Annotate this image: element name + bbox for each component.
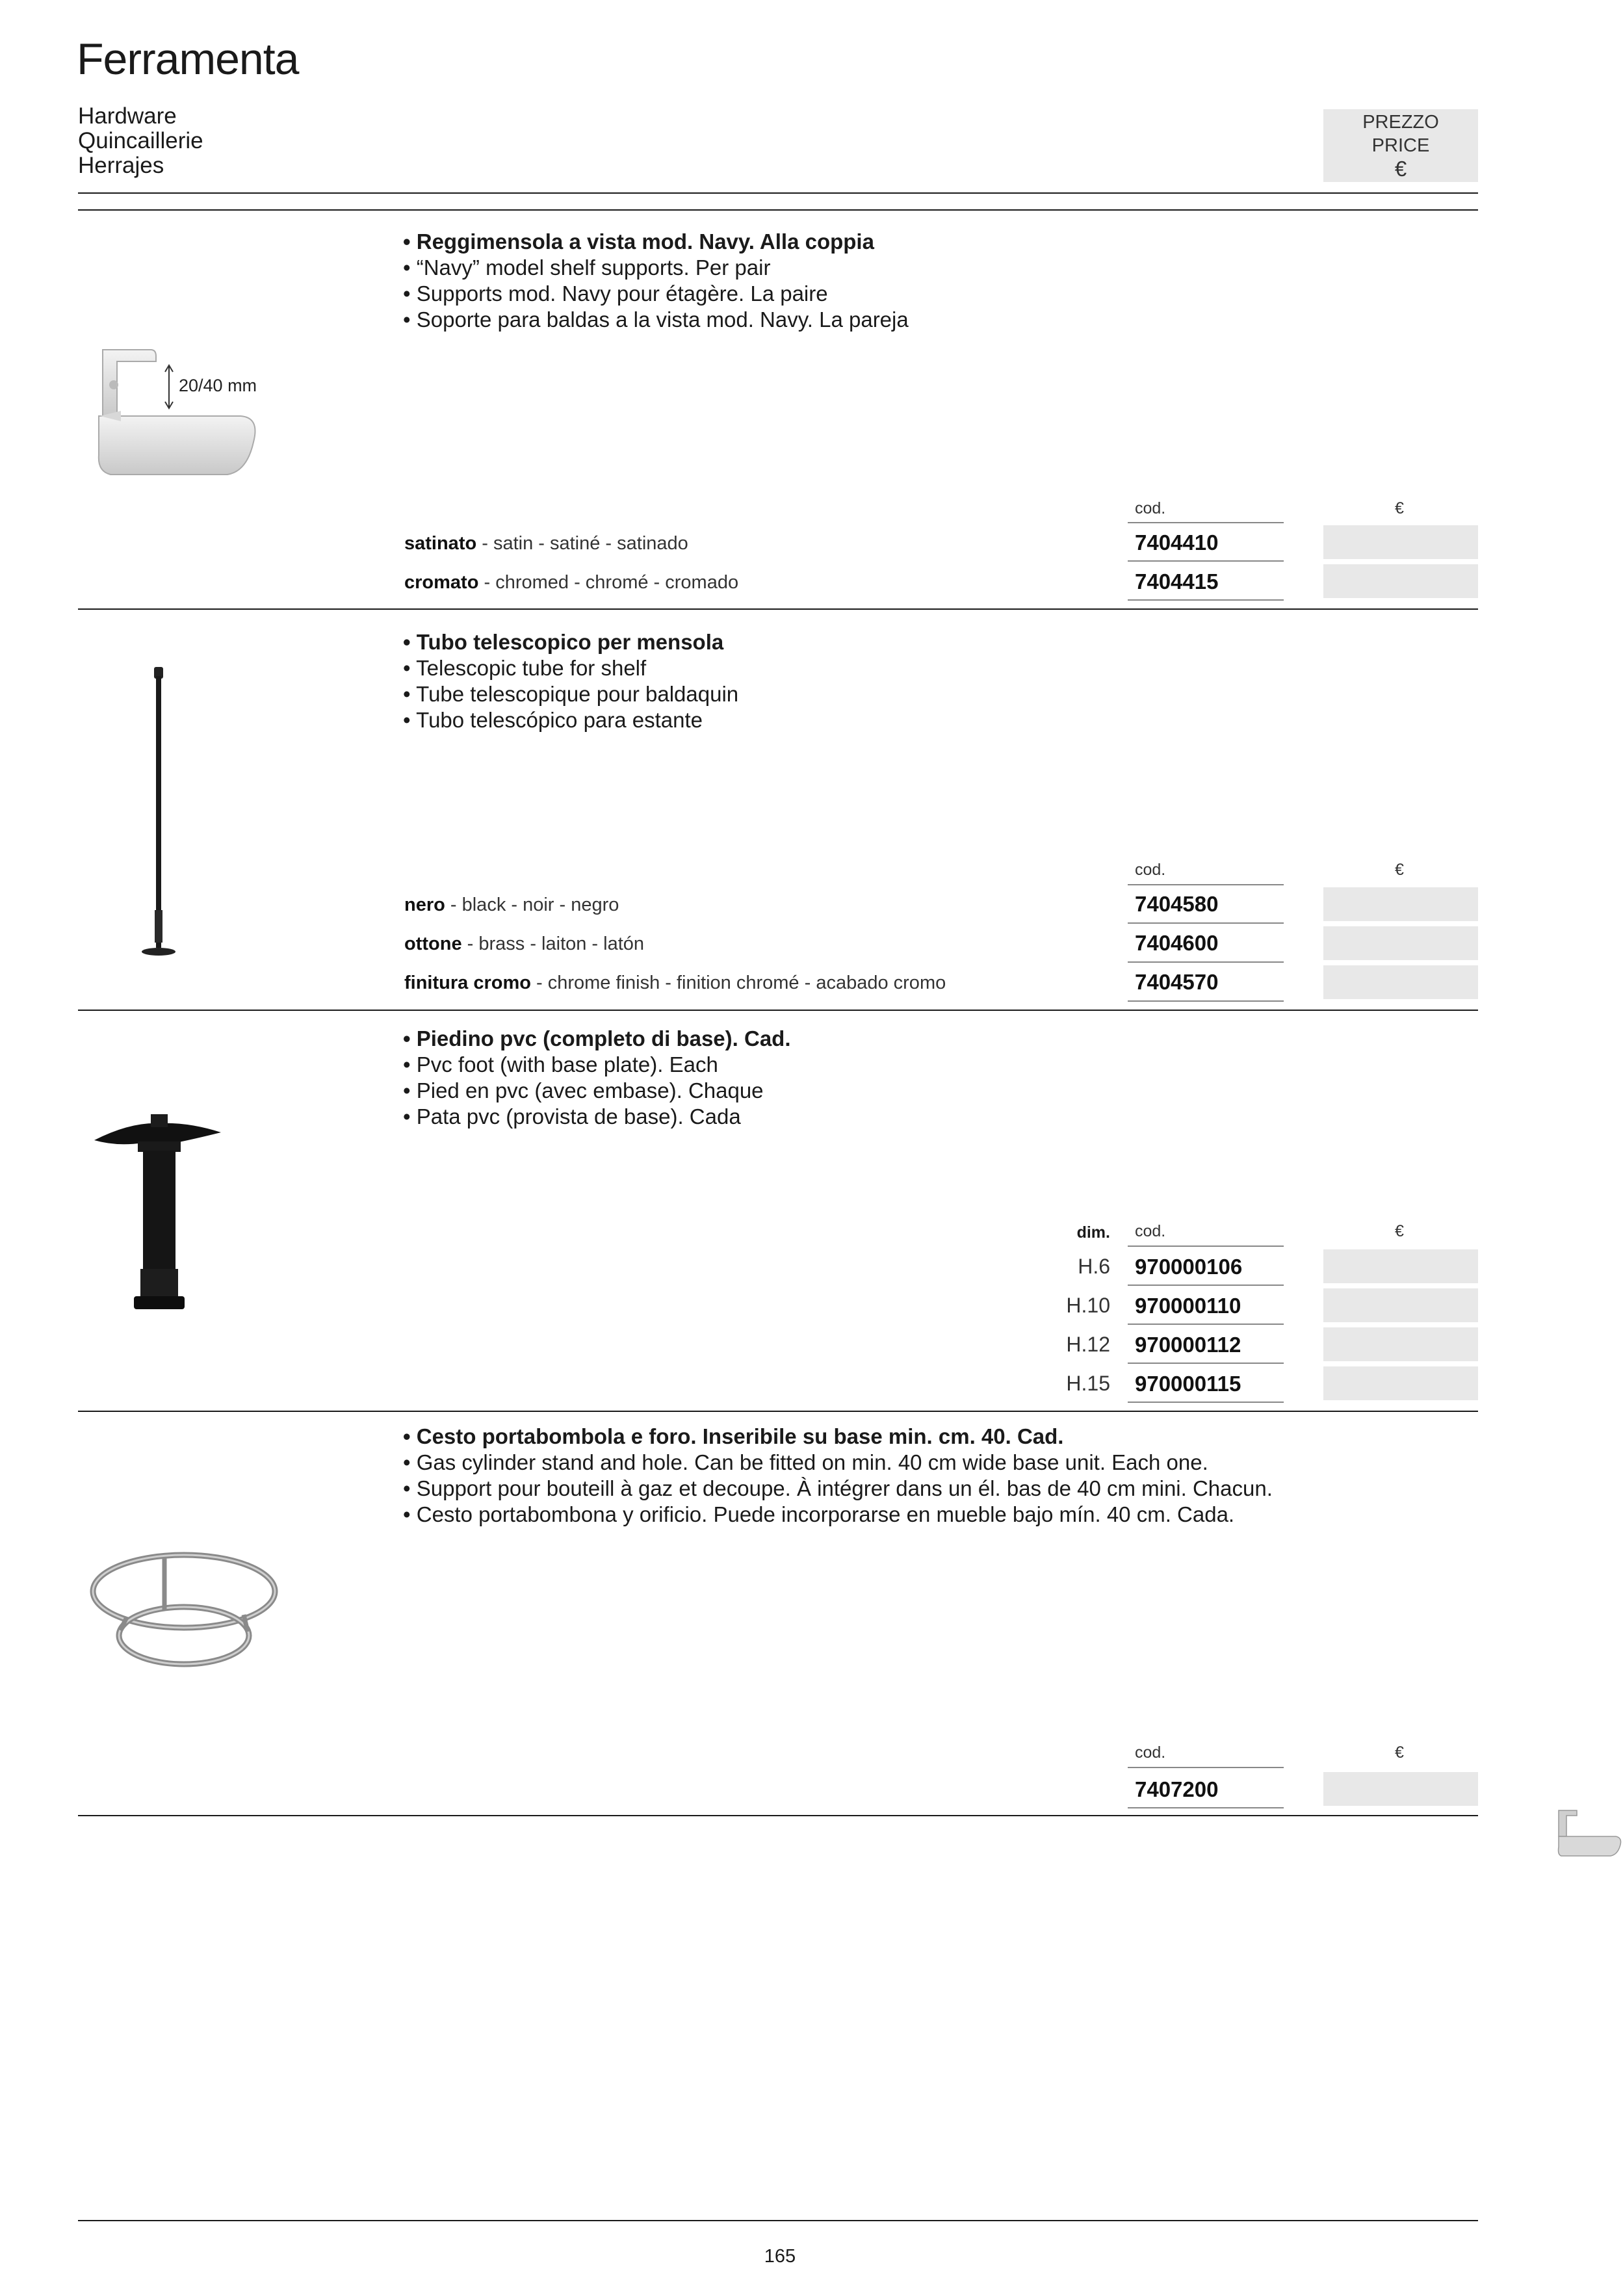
- dim-label: dim.: [1076, 1223, 1110, 1242]
- subtitle-fr: Quincaillerie: [78, 128, 203, 153]
- code-divider: [1128, 922, 1284, 924]
- product-code: 7404410: [1135, 530, 1219, 554]
- header-divider: [78, 192, 1478, 194]
- product-code: 970000115: [1135, 1372, 1241, 1396]
- variant-name: ottone: [404, 933, 462, 954]
- shelf-support-image: [91, 345, 273, 484]
- variant-dimension: H.6: [1078, 1255, 1110, 1278]
- code-divider: [1128, 1402, 1284, 1403]
- code-divider: [1128, 1807, 1284, 1808]
- price-header: [1323, 109, 1478, 182]
- euro-label: €: [1395, 1743, 1404, 1762]
- description-line-en: • Gas cylinder stand and hole. Can be fitted on min. 40 cm wide base unit. Each one.: [403, 1450, 1273, 1476]
- variant-name: cromato: [404, 572, 479, 593]
- description-line-fr: • Tube telescopique pour baldaquin: [403, 681, 738, 707]
- code-divider: [1128, 1246, 1284, 1247]
- description-line-it: • Piedino pvc (completo di base). Cad.: [403, 1026, 791, 1052]
- price-box: [1323, 564, 1478, 598]
- pvc-foot-image: [91, 1113, 221, 1324]
- description-line-es: • Cesto portabombona y orificio. Puede incorporarse en mueble bajo mín. 40 cm. Cada.: [403, 1502, 1273, 1528]
- dimension-note: 20/40 mm: [179, 376, 257, 395]
- code-divider: [1128, 961, 1284, 963]
- description-line-en: • “Navy” model shelf supports. Per pair: [403, 255, 909, 281]
- price-header-en: PRICE: [1371, 135, 1430, 156]
- code-divider: [1128, 522, 1284, 523]
- euro-label: €: [1395, 861, 1404, 879]
- euro-label: €: [1395, 499, 1404, 517]
- price-box: [1323, 926, 1478, 960]
- product-description: [403, 229, 909, 333]
- cod-label: cod.: [1135, 861, 1166, 879]
- product-code: 7404580: [1135, 892, 1219, 916]
- height-arrow-icon: [162, 364, 175, 413]
- variant-dimension: H.15: [1066, 1372, 1110, 1395]
- variant-translations: - satin - satiné - satinado: [476, 533, 688, 554]
- product-code: 7404570: [1135, 970, 1219, 994]
- description-line-es: • Pata pvc (provista de base). Cada: [403, 1104, 791, 1130]
- product-description: [403, 629, 738, 733]
- price-box: [1323, 1288, 1478, 1322]
- description-line-en: • Pvc foot (with base plate). Each: [403, 1052, 791, 1078]
- variant-translations: - chromed - chromé - cromado: [478, 572, 739, 593]
- description-line-it: • Cesto portabombola e foro. Inseribile su base min. cm. 40. Cad.: [403, 1424, 1273, 1450]
- variant-label: [404, 972, 946, 994]
- price-box: [1323, 1772, 1478, 1806]
- price-box: [1323, 1366, 1478, 1400]
- product-code: 7404415: [1135, 569, 1219, 594]
- page-subtitles: [78, 104, 203, 178]
- description-line-es: • Tubo telescópico para estante: [403, 707, 738, 733]
- code-divider: [1128, 1000, 1284, 1002]
- code-divider: [1128, 1324, 1284, 1325]
- code-divider: [1128, 1363, 1284, 1364]
- price-box: [1323, 965, 1478, 999]
- description-line-es: • Soporte para baldas a la vista mod. Navy. La pareja: [403, 307, 909, 333]
- section-divider: [78, 1411, 1478, 1412]
- variant-dimension: H.12: [1066, 1333, 1110, 1356]
- footer-divider: [78, 2220, 1478, 2221]
- cod-label: cod.: [1135, 1222, 1166, 1240]
- subtitle-en: Hardware: [78, 103, 177, 129]
- variant-translations: - chrome finish - finition chromé - acabado cromo: [530, 972, 946, 993]
- euro-label: €: [1395, 1222, 1404, 1240]
- variant-name: nero: [404, 894, 445, 915]
- variant-label: [404, 533, 688, 554]
- code-divider: [1128, 560, 1284, 562]
- product-code: 970000110: [1135, 1294, 1241, 1318]
- variant-label: [404, 894, 619, 916]
- code-divider: [1128, 1767, 1284, 1768]
- description-line-fr: • Pied en pvc (avec embase). Chaque: [403, 1078, 791, 1104]
- price-box: [1323, 525, 1478, 559]
- description-line-fr: • Support pour bouteill à gaz et decoupe. À intégrer dans un él. bas de 40 cm mini. Chacun.: [403, 1476, 1273, 1502]
- gas-cylinder-stand-image: [88, 1547, 283, 1680]
- page-title: Ferramenta: [77, 34, 299, 84]
- product-code: 970000112: [1135, 1333, 1241, 1357]
- section-divider: [78, 608, 1478, 610]
- description-line-fr: • Supports mod. Navy pour étagère. La paire: [403, 281, 909, 307]
- cod-label: cod.: [1135, 499, 1166, 517]
- product-description: [403, 1424, 1273, 1528]
- variant-name: finitura cromo: [404, 972, 531, 993]
- variant-translations: - brass - laiton - latón: [461, 933, 645, 954]
- code-divider: [1128, 1285, 1284, 1286]
- variant-translations: - black - noir - negro: [445, 894, 619, 915]
- code-divider: [1128, 884, 1284, 885]
- product-code: 970000106: [1135, 1255, 1243, 1279]
- variant-dimension: H.10: [1066, 1294, 1110, 1317]
- section-tab-thumbnail: [1557, 1804, 1623, 1866]
- price-box: [1323, 1327, 1478, 1361]
- code-divider: [1128, 599, 1284, 601]
- price-box: [1323, 887, 1478, 921]
- variant-label: [404, 572, 738, 594]
- section-divider: [78, 1815, 1478, 1816]
- price-header-euro: €: [1394, 157, 1407, 181]
- description-line-it: • Tubo telescopico per mensola: [403, 629, 738, 655]
- description-line-en: • Telescopic tube for shelf: [403, 655, 738, 681]
- telescopic-tube-image: [140, 663, 179, 965]
- product-code: 7407200: [1135, 1777, 1219, 1801]
- page-number: 165: [764, 2246, 796, 2267]
- cod-label: cod.: [1135, 1743, 1166, 1762]
- price-box: [1323, 1249, 1478, 1283]
- header-divider-2: [78, 209, 1478, 211]
- subtitle-es: Herrajes: [78, 153, 164, 178]
- product-description: [403, 1026, 791, 1130]
- price-header-it: PREZZO: [1362, 112, 1439, 133]
- description-line-it: • Reggimensola a vista mod. Navy. Alla coppia: [403, 229, 909, 255]
- product-code: 7404600: [1135, 931, 1219, 955]
- section-divider: [78, 1010, 1478, 1011]
- variant-name: satinato: [404, 533, 477, 554]
- variant-label: [404, 933, 644, 955]
